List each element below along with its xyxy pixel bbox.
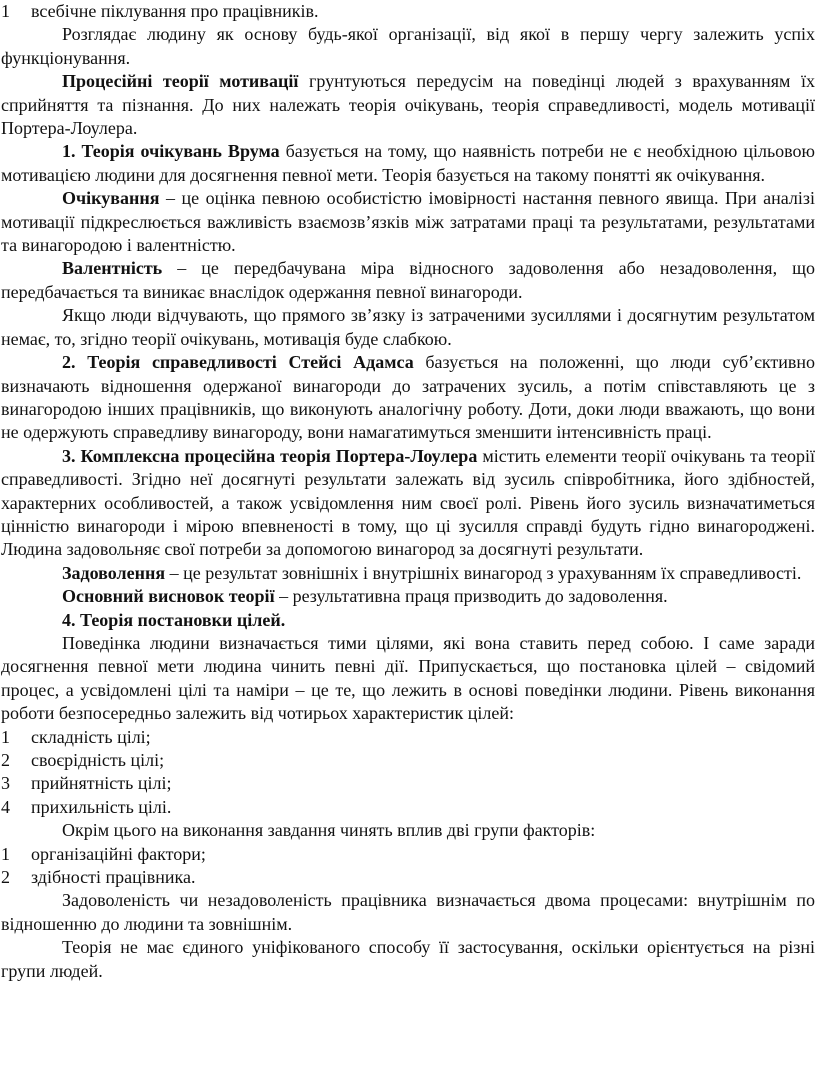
list-item (1, 796, 815, 819)
factor-groups-list (1, 843, 815, 890)
heading-goal-setting (1, 609, 815, 632)
term-expectation: Очікування (62, 188, 160, 209)
paragraph-valence (1, 257, 815, 304)
paragraph-vroom-theory (1, 140, 815, 187)
paragraph-no-single-method: Теорія не має єдиного уніфікованого способу її застосування, оскільки орієнтується на різні групи людей. (1, 937, 815, 981)
list-text: здібності працівника. (31, 867, 196, 888)
list-item (1, 726, 815, 749)
paragraph-worker-satisfaction: Задоволеність чи незадоволеність працівника визначається двома процесами: внутрішнім по відношенню до людини та зовнішнім. (1, 890, 815, 934)
paragraph-expectation (1, 187, 815, 257)
list-item (1, 772, 815, 795)
list-text: складність цілі; (31, 726, 151, 747)
paragraph-text: базується на тому, що наявність потреби не є необхідною цільовою мотивацією людини для досягнення певної мети. Теорія базується на такому понятті як очікування. (1, 141, 816, 185)
list-item (1, 843, 815, 866)
paragraph-text: – результативна праця призводить до задоволення. (274, 586, 668, 607)
term-main-conclusion: Основний висновок теорії (62, 586, 275, 607)
paragraph-text: – це передбачувана міра відносного задоволення або незадоволення, що передбачається та виникає внаслідок одержання певної винагороди. (1, 258, 815, 302)
paragraph-weak-motivation: Якщо люди відчувають, що прямого зв’язку із затраченими зусиллями і досягнутим результатом немає, то, згідно теорії очікувань, мотивація буде слабкою. (1, 305, 815, 349)
term-satisfaction: Задоволення (62, 562, 166, 583)
paragraph-adams-theory (1, 351, 815, 445)
paragraph-process-theories (1, 70, 815, 140)
list-number: 2 (1, 867, 10, 888)
list-text: своєрідність цілі; (31, 750, 165, 770)
heading-porter-lawler: 3. Комплексна процесійна теорія Портера-Лоулера (62, 445, 478, 466)
list-number: 1 (1, 726, 10, 747)
list-item (1, 866, 815, 889)
list-item (1, 749, 815, 772)
list-number: 2 (1, 750, 10, 770)
paragraph-goal-behavior: Поведінка людини визначається тими цілями, які вона ставить перед собою. І саме заради досягнення певної мети людина чинить певні дії. Припускається, що постановка цілей – свідомий процес, а усвідомлені цілі та наміри – це те, що лежить в основі поведінки людини. Рівень виконання роботи безпосередньо залежить від чотирьох характеристик цілей: (1, 632, 815, 724)
paragraph-text: – це оцінка певною особистістю імовірності настання певного явища. При аналізі мотивації підкреслюється важливість взаємозв’язків між затратами праці та результатами, результатами та винагородою і валентністю. (1, 188, 815, 256)
list-number: 4 (1, 796, 10, 817)
paragraph-factor-groups: Окрім цього на виконання завдання чинять вплив дві групи факторів: (62, 820, 596, 841)
paragraph-porter-lawler (1, 445, 815, 562)
paragraph-text: містить елементи теорії очікувань та теорії справедливості. Згідно неї досягнуті результати залежать від зусиль співробітника, його здібностей, характерних особливостей, а також усвідомлення ним своєї ролі. Рівень його зусиль визначатиметься цінністю винагороди і мірою впевненості в тому, що ці зусилля справді будуть гідно винагороджені. Людина задовольняє свої потреби за допомогою винагород за досягнуті результати. (1, 445, 815, 560)
goal-characteristics-list (1, 726, 815, 820)
heading-vroom-theory: 1. Теорія очікувань Врума (62, 141, 280, 162)
list-number: 1 (1, 1, 10, 21)
list-text: всебічне піклування про працівників. (31, 1, 319, 21)
list-text: прийнятність цілі; (31, 773, 172, 794)
paragraph-main-conclusion (1, 585, 815, 608)
list-text: прихильність цілі. (31, 796, 172, 817)
paragraph-satisfaction (1, 562, 815, 585)
paragraph-text: – це результат зовнішніх і внутрішніх винагород з урахуванням їх справедливості. (165, 562, 802, 583)
list-number: 3 (1, 773, 10, 794)
term-valence: Валентність (62, 258, 163, 279)
list-item-top (1, 0, 815, 23)
paragraph-text: грунтуються передусім на поведінці людей з врахуванням їх сприйняття та пізнання. До них належать теорія очікувань, теорія справедливості, модель мотивації Портера-Лоулера. (1, 71, 815, 139)
paragraph-human-basis: Розглядає людину як основу будь-якої організації, від якої в першу чергу залежить успіх функціонування. (1, 24, 815, 68)
heading-goal-setting-text: 4. Теорія постановки цілей. (62, 609, 286, 630)
list-number: 1 (1, 843, 10, 864)
paragraph-text: базується на положенні, що люди суб’єктивно визначають відношення одержаної винагороди до затрачених зусиль, а потім співставляють це з винагородою інших працівників, що виконують аналогічну роботу. Доти, доки люди вважають, що вони не одержують справедливу винагороду, вони намагатимуться зменшити інтенсивність праці. (1, 352, 816, 443)
heading-adams-theory: 2. Теорія справедливості Стейсі Адамса (62, 352, 414, 373)
list-text: організаційні фактори; (31, 843, 206, 864)
term-process-theories: Процесійні теорії мотивації (62, 71, 299, 92)
